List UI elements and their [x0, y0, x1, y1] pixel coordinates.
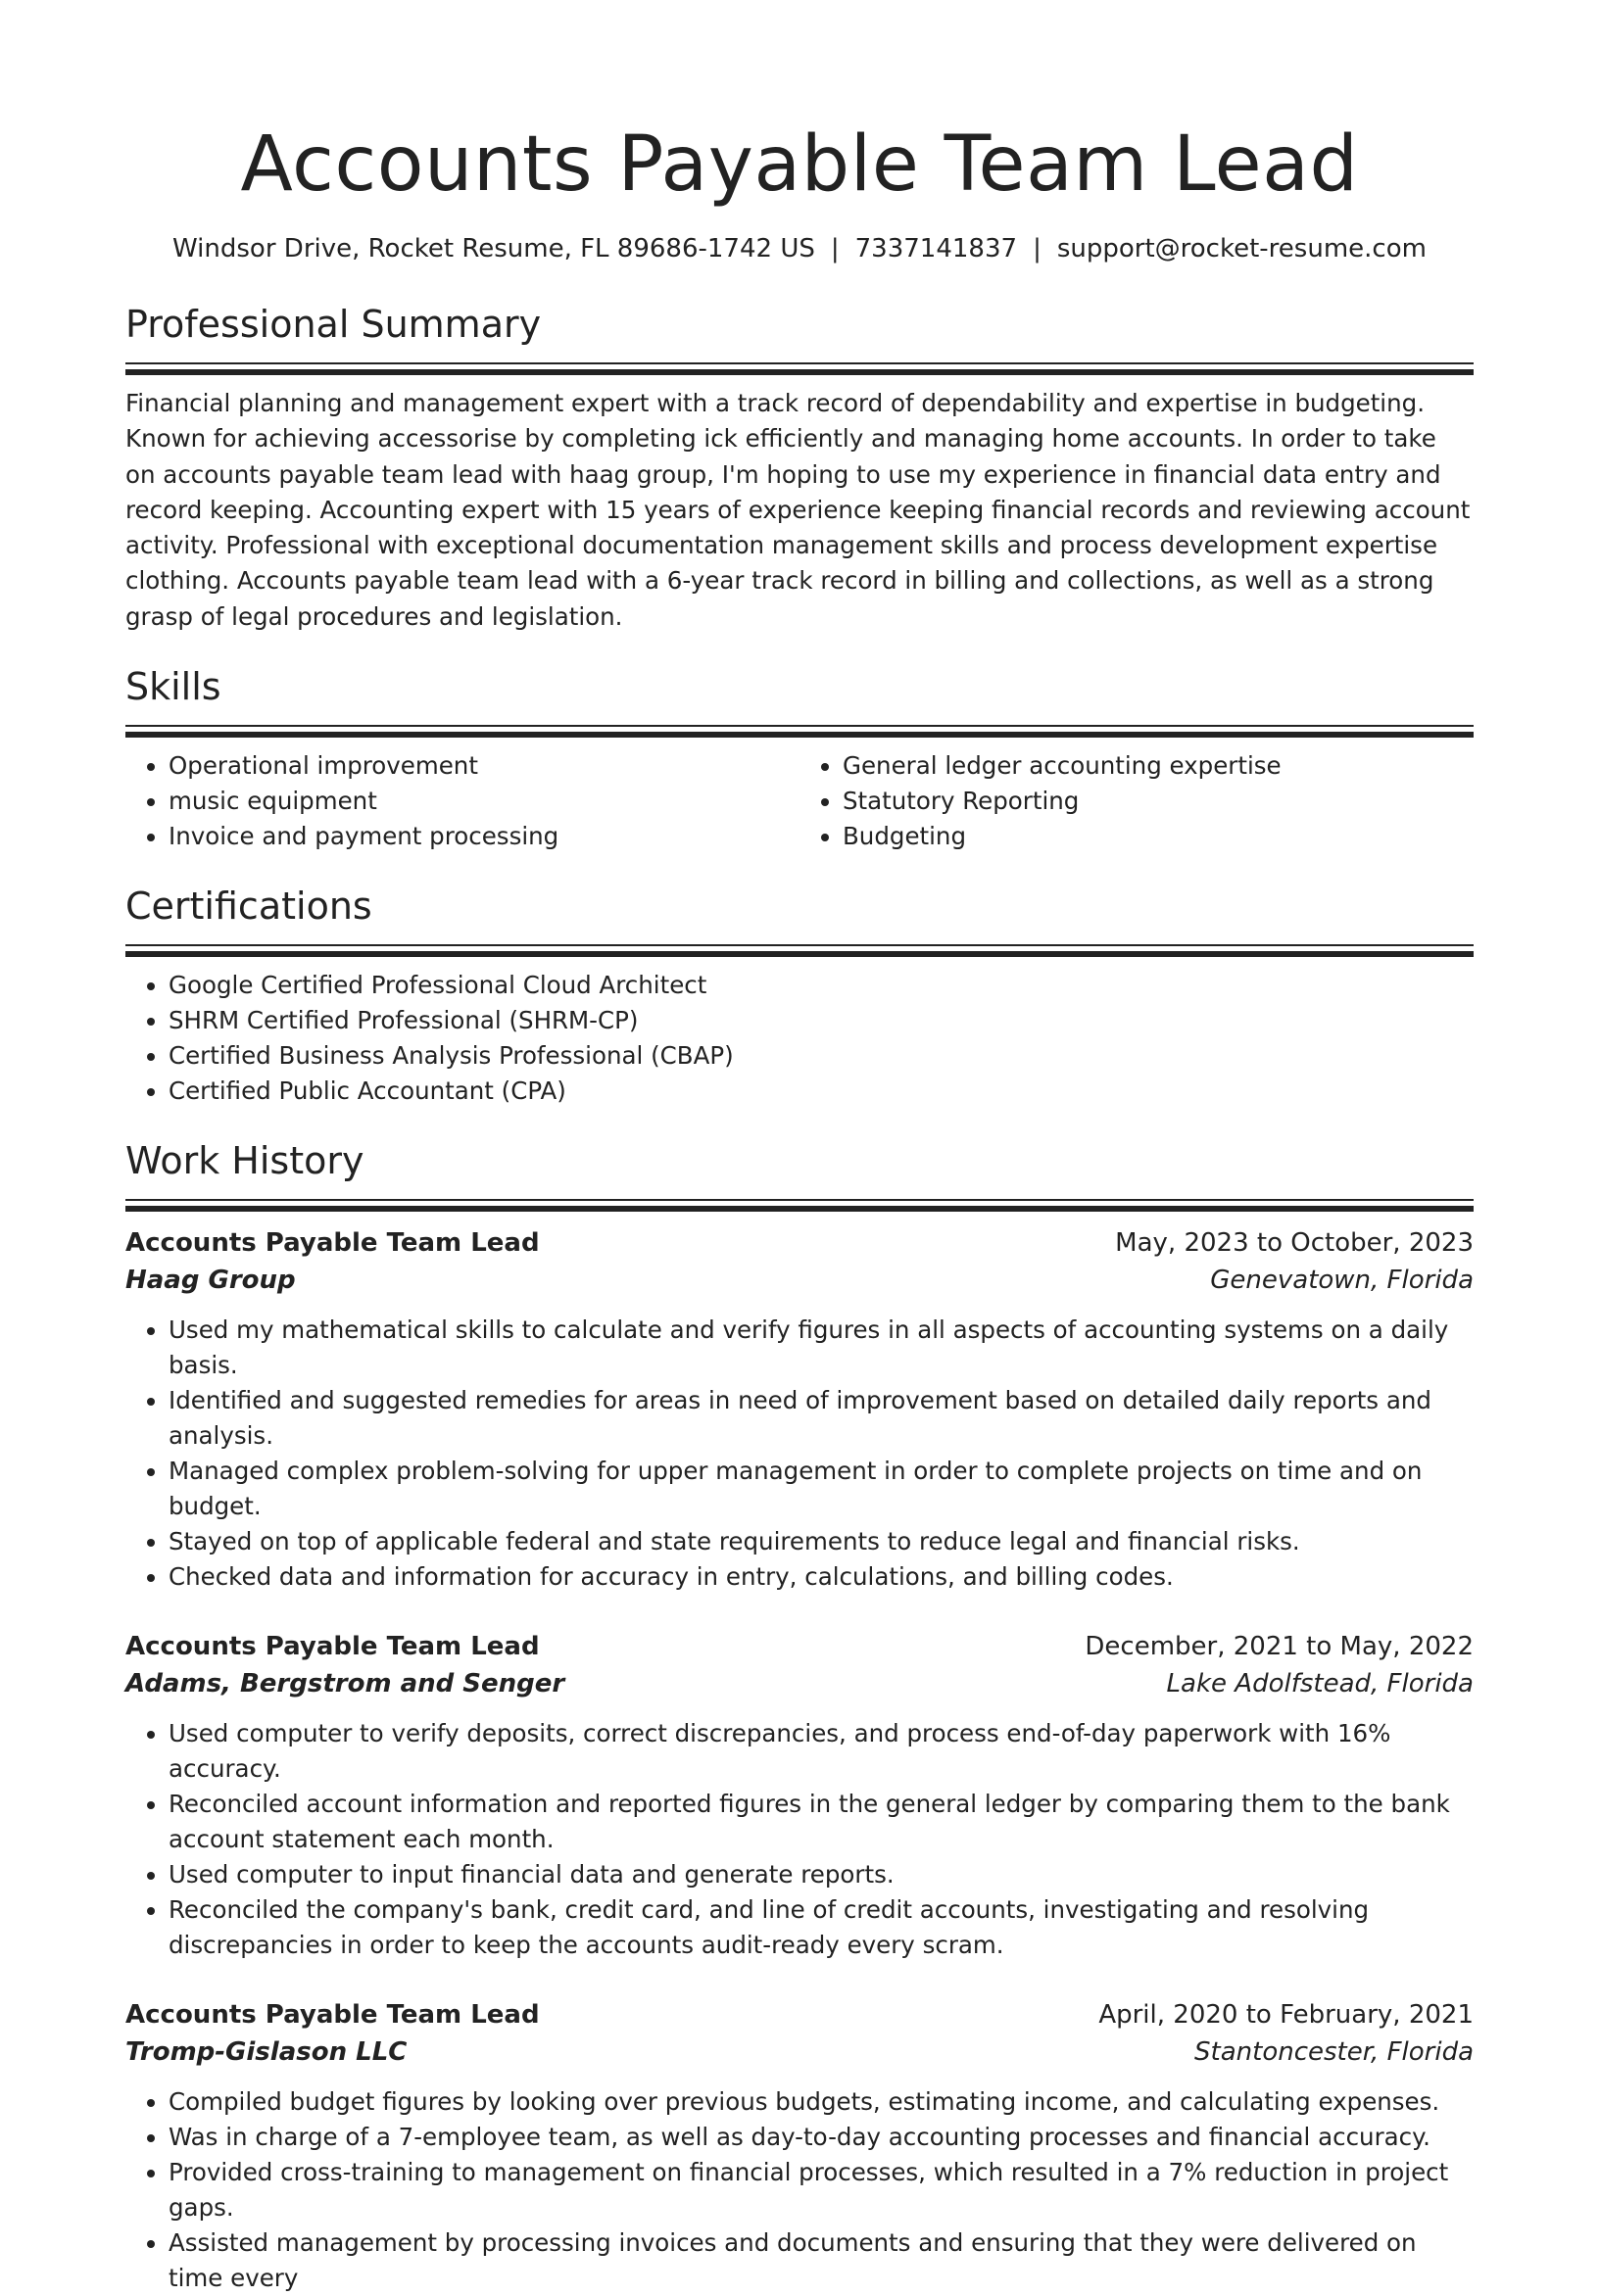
contact-phone: 7337141837: [854, 234, 1018, 263]
job-duty: • Reconciled account information and reported figures in the general ledger by comparing them to the bank account statement each month.: [169, 1787, 1474, 1857]
job-duty: • Identified and suggested remedies for areas in need of improvement based on detailed daily reports and analysis.: [169, 1383, 1474, 1454]
job-company: Tromp-Gislason LLC: [125, 2037, 408, 2068]
skills-section: [125, 662, 1474, 854]
contact-email: support@rocket-resume.com: [1056, 234, 1427, 263]
job-duty: • Reconciled the company's bank, credit card, and line of credit accounts, investigating and resolving discrepancies in order to keep the accounts audit-ready every scram.: [169, 1892, 1474, 1963]
job-entry: [125, 1628, 1474, 1963]
job-duties-list: [125, 1716, 1474, 1963]
skill-item: • Invoice and payment processing: [169, 819, 800, 854]
job-duty: • Checked data and information for accuracy in entry, calculations, and billing codes.: [169, 1559, 1474, 1595]
certification-item: • Certified Business Analysis Professional (CBAP): [169, 1038, 1474, 1074]
job-duty: • Managed complex problem-solving for upper management in order to complete projects on time and on budget.: [169, 1454, 1474, 1524]
skill-item: • Statutory Reporting: [843, 784, 1474, 819]
job-location: Stantoncester, Florida: [1194, 2037, 1474, 2068]
job-dates: December, 2021 to May, 2022: [1085, 1632, 1474, 1662]
work-history-heading: Work History: [125, 1139, 364, 1183]
skills-list-right: [800, 748, 1474, 854]
job-company-row: [125, 1665, 1474, 1702]
skill-item: • Operational improvement: [169, 748, 800, 784]
skill-item: • Budgeting: [843, 819, 1474, 854]
certifications-heading: Certifications: [125, 885, 372, 929]
certification-item: • Certified Public Accountant (CPA): [169, 1074, 1474, 1109]
summary-section: [125, 300, 1474, 635]
job-duties-list: [125, 1313, 1474, 1595]
resume-title: Accounts Payable Team Lead: [240, 120, 1359, 209]
job-company: Haag Group: [125, 1266, 296, 1296]
contact-separator: |: [1033, 234, 1042, 263]
job-duty: • Stayed on top of applicable federal and state requirements to reduce legal and financial risks.: [169, 1524, 1474, 1559]
job-duty: • Used computer to input financial data and generate reports.: [169, 1857, 1474, 1892]
section-divider: [125, 944, 1474, 956]
job-company-row: [125, 2033, 1474, 2071]
section-divider: [125, 725, 1474, 737]
job-duty: • Compiled budget figures by looking over previous budgets, estimating income, and calculating expenses.: [169, 2084, 1474, 2120]
job-location: Lake Adolfstead, Florida: [1166, 1669, 1474, 1699]
skills-grid: [125, 737, 1474, 854]
contact-separator: |: [830, 234, 840, 263]
skill-item: • General ledger accounting expertise: [843, 748, 1474, 784]
job-header-row: [125, 1996, 1474, 2033]
certification-item: • Google Certified Professional Cloud Architect: [169, 968, 1474, 1003]
work-history-section: [125, 1136, 1474, 2296]
certification-item: • SHRM Certified Professional (SHRM-CP): [169, 1003, 1474, 1038]
job-title: Accounts Payable Team Lead: [125, 1632, 540, 1662]
contact-address: Windsor Drive, Rocket Resume, FL 89686-1742 US: [172, 234, 815, 263]
certifications-section: [125, 882, 1474, 1109]
job-duty: • Was in charge of a 7-employee team, as well as day-to-day accounting processes and financial accuracy.: [169, 2120, 1474, 2155]
job-dates: May, 2023 to October, 2023: [1115, 1228, 1474, 1259]
job-title: Accounts Payable Team Lead: [125, 1228, 540, 1259]
skills-list-left: [125, 748, 800, 854]
job-location: Genevatown, Florida: [1210, 1266, 1474, 1296]
job-duty: • Used my mathematical skills to calculate and verify figures in all aspects of accounting systems on a daily basis.: [169, 1313, 1474, 1383]
contact-line: [125, 231, 1474, 266]
job-header-row: [125, 1224, 1474, 1262]
certifications-list: [125, 968, 1474, 1109]
section-divider: [125, 1199, 1474, 1211]
job-dates: April, 2020 to February, 2021: [1098, 2000, 1474, 2031]
job-header-row: [125, 1628, 1474, 1665]
summary-text: Financial planning and management expert with a track record of dependability and expertise in budgeting. Known for achieving accessorise by completing ick efficiently and managing home accounts. In order to take on accounts payable team lead with haag group, I'm hoping to use my experience in financial data entry and record keeping. Accounting expert with 15 years of experience keeping financial records and reviewing account activity. Professional with exceptional documentation management skills and process development expertise clothing. Accounts payable team lead with a 6-year track record in billing and collections, as well as a strong grasp of legal procedures and legislation.: [125, 389, 1471, 631]
job-company: Adams, Bergstrom and Senger: [125, 1669, 565, 1699]
job-company-row: [125, 1262, 1474, 1299]
job-duty: • Used computer to verify deposits, correct discrepancies, and process end-of-day paperwork with 16% accuracy.: [169, 1716, 1474, 1787]
job-entry: [125, 1224, 1474, 1595]
job-duty: • Provided cross-training to management on financial processes, which resulted in a 7% reduction in project gaps.: [169, 2155, 1474, 2225]
job-duty: • Assisted management by processing invoices and documents and ensuring that they were delivered on time every: [169, 2225, 1474, 2296]
job-entry: [125, 1996, 1474, 2296]
summary-heading: Professional Summary: [125, 303, 542, 346]
job-title: Accounts Payable Team Lead: [125, 2000, 540, 2031]
job-duties-list: [125, 2084, 1474, 2296]
skills-heading: Skills: [125, 665, 221, 709]
section-divider: [125, 362, 1474, 374]
skill-item: • music equipment: [169, 784, 800, 819]
